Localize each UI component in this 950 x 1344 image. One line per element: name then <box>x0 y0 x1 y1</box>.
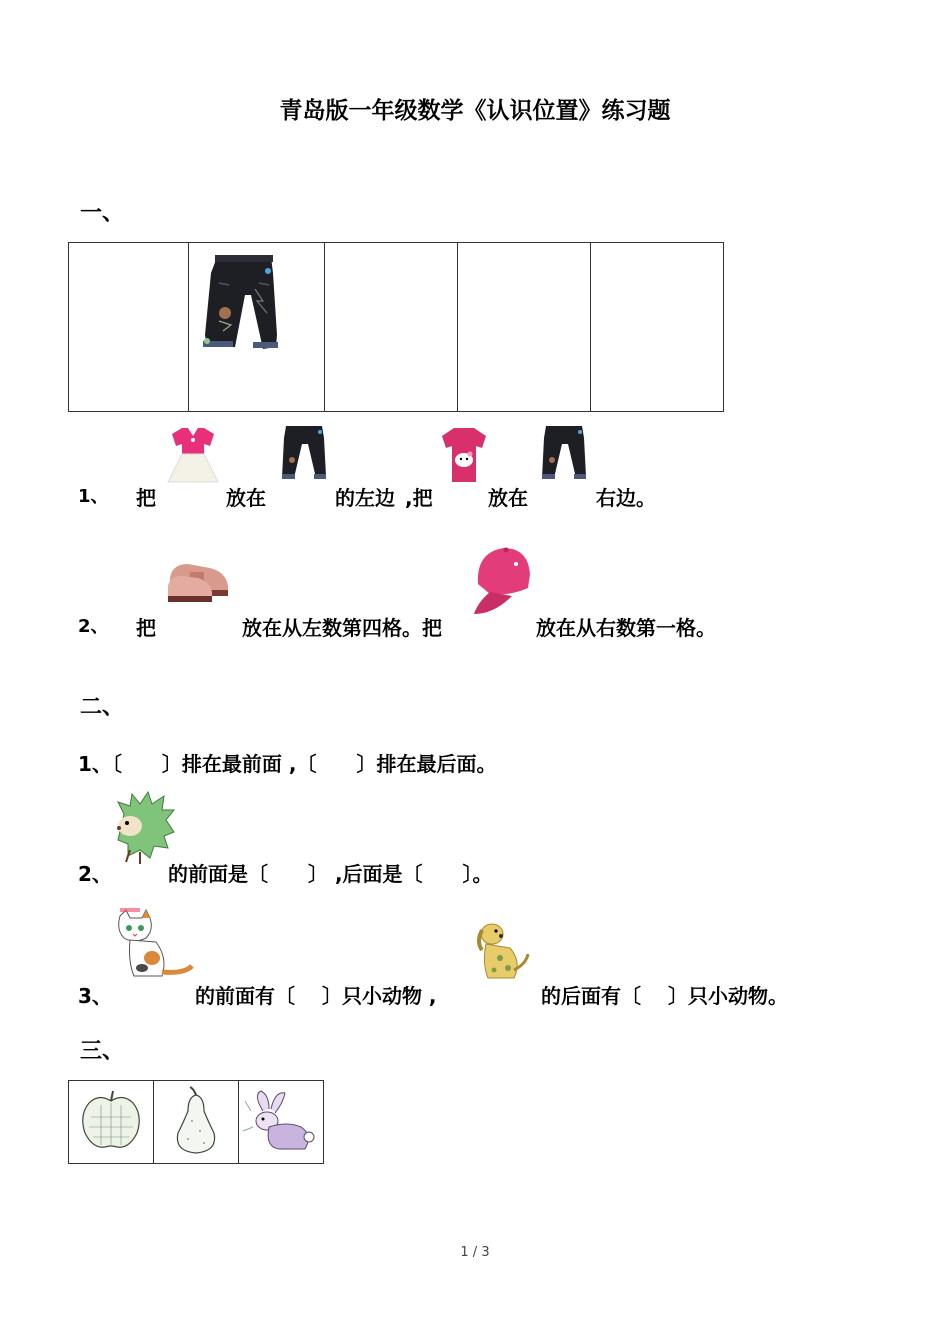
grid-cell-4[interactable] <box>458 243 591 412</box>
dress-icon <box>164 424 222 486</box>
grid-3-cell-rabbit[interactable] <box>239 1081 324 1164</box>
cap-icon <box>470 544 534 616</box>
grid-3-cell-pear[interactable] <box>154 1081 239 1164</box>
section-1-heading: 一、 <box>80 201 125 226</box>
shoes-icon <box>164 556 234 606</box>
page-title: 青岛版一年级数学《认识位置》练习题 <box>279 98 671 124</box>
grid-cell-5[interactable] <box>591 243 724 412</box>
section-3-heading: 三、 <box>80 1039 125 1064</box>
grid-3-cell-apple[interactable] <box>69 1081 154 1164</box>
position-grid-1 <box>68 242 724 412</box>
position-grid-3 <box>68 1080 324 1164</box>
rabbit-icon <box>239 1081 323 1163</box>
pants-icon <box>189 243 324 411</box>
pants-icon-small <box>278 424 330 486</box>
grid-cell-3[interactable] <box>325 243 458 412</box>
cat-icon <box>112 906 198 982</box>
dog-icon <box>474 918 532 984</box>
pear-icon <box>154 1081 238 1163</box>
question-2-1: 1、〔 〕排在最前面 ,〔 〕排在最后面。 <box>78 752 497 776</box>
section-2-heading: 二、 <box>80 695 125 720</box>
grid-cell-1[interactable] <box>69 243 189 412</box>
hedgehog-icon <box>110 790 176 866</box>
pants-icon-small-2 <box>538 424 590 486</box>
tshirt-icon <box>440 424 488 486</box>
grid-cell-2[interactable] <box>189 243 325 412</box>
apple-icon <box>69 1081 153 1163</box>
page-number: 1 / 3 <box>460 1245 490 1260</box>
